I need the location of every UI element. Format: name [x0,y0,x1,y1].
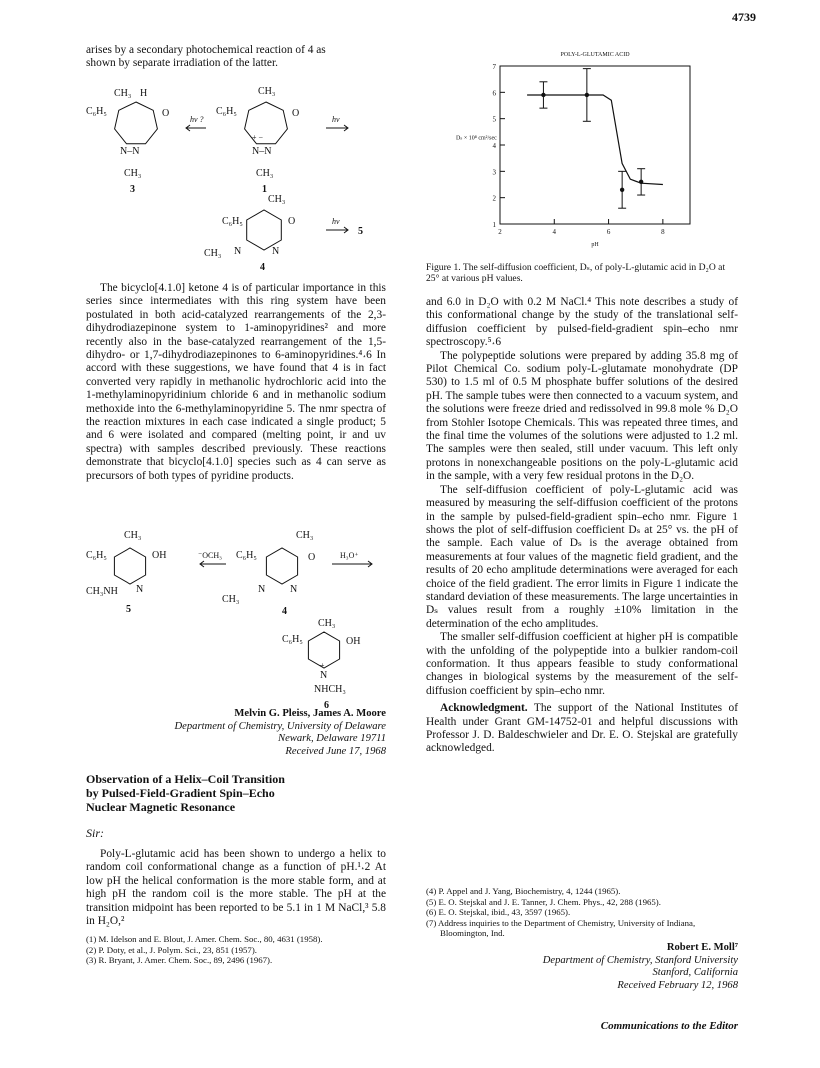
x-tick-label-8: 8 [661,228,665,236]
scheme-1 [86,84,406,273]
label-hydronium: H₃O⁺ [340,551,359,560]
y-tick-label-1: 1 [492,221,496,229]
footnote-7: (7) Address inquiries to the Department of Chemistry, University of Indiana, Bloomington, Ind. [426,917,696,939]
label-ch3-c: CH₃ [258,86,276,97]
data-point-3 [639,180,643,184]
paragraph-poly-l-glutamic: Poly-L-glutamic acid has been shown to undergo a helix to random coil conformational change as a function of pH.¹˔2 At low pH the helical conformation is the more stable form, and at high pH the random coil is the more stable. The pH at the transition midpoint has been reported to be 5.1 in 1 M NaCl,³ 5.8 in H₂O,² [86,848,386,928]
section-footer: Communications to the Editor [600,1020,738,1032]
label-n-d: N [258,584,266,595]
y-tick-label-4: 4 [492,142,496,150]
label-c6h5-b: C₆H₅ [216,106,237,117]
label-c6h5-d: C₆H₅ [86,550,107,561]
y-axis-label: Dₛ × 10⁸ cm²/sec [456,135,497,142]
label-nhch3: NHCH₃ [314,684,346,695]
paragraph-intro-study: and 6.0 in D₂O with 0.2 M NaCl.⁴ This note describes a study of this conformational change by the study of the translational self-diffusion coefficient by pulsed-field-gradient spin–echo nmr spectroscopy.⁵˔6 [426,296,738,349]
footnote-4: (4) P. Appel and J. Yang, Biochemistry, 4, 1244 (1965). [426,886,621,896]
right-column-text [426,296,738,756]
paragraph-acknowledgment [426,702,738,756]
paragraph-measurement: The self-diffusion coefficient of poly-L-glutamic acid was measured by measuring the self-diffusion coefficient of the protons in the sample by pulsed-field-gradient spin–echo nmr. Figure 1 shows the plot of self-diffusion coefficient Dₛ at 25° vs. the pH of the sample. Each value of Dₛ is the average obtained from measurements at four values of the magnetic field gradient, and the results of 20 echo amplitude determinations were averaged for each choice of the field gradient. The error limits in Figure 1 indicate the standard deviation of these measurements. The large uncertainties in Dₛ values result from a roughly ±10% limitation in the determination of the echo amplitudes. [426,483,738,630]
compound-5b-number: 5 [126,604,131,615]
title-line-1: Observation of a Helix–Coil Transition [86,772,285,786]
compound-4-number: 4 [260,262,265,273]
label-oh-a: OH [152,550,167,561]
left-footnotes [86,934,386,966]
ack-text: The support of the National Institutes of Health under Grant GM-14752-01 and helpful discussions with Professor J. D. Baldeschwieler and Dr. E. O. Stejskal are gratefully acknowledged. [426,702,738,755]
label-o-b: O [292,108,300,119]
label-ch3-j: CH₃ [318,618,336,629]
compound-3-number: 3 [130,184,135,195]
label-n-a: N [234,246,242,257]
left-paragraph-1 [86,282,386,483]
paragraph-bicyclo: The bicyclo[4.1.0] ketone 4 is of particular importance in this series since intermediates with this ring system have been postulated in both acid-catalyzed rearrangements of the 2,3-dihydrodiazepinone system to 1-aminopyridines² and more recently also in the base-catalyzed rearrangement of the 1,5-dihydro- or 1,7-dihydrodiazepinones to 6-aminopyridines.⁴˔6 In accord with these suggestions, we have found that 4 is in fact converted very rapidly in methanolic hydrochloric acid into the 1-methylaminopyridinium chloride 6 and in methanolic sodium methoxide into the 6-methylaminopyridine 5. The nmr spectra of the reaction mixtures in each case indicated a single product; 5 and 6 were isolated and compared (melting point, ir and uv spectra) with samples described previously. These reactions demonstrate that bicyclo[4.1.0] species such as 4 can serve as precursors of both types of pyridine products. [86,282,386,482]
label-ch3-f: CH₃ [204,248,222,259]
label-c6h5-e: C₆H₅ [236,550,257,561]
y-tick-label-3: 3 [492,168,496,177]
pyridine-5-ring [114,548,145,584]
footnote-5: (5) E. O. Stejskal and J. E. Tanner, J. Chem. Phys., 42, 288 (1965). [426,896,661,907]
x-tick-label-4: 4 [552,228,557,236]
label-n-b: N [272,246,280,257]
affil2-line-2: Stanford, California [652,967,738,979]
label-ch3-g: CH₃ [124,530,142,541]
label-ch3-b: CH₃ [124,168,142,179]
affil2-line-1: Department of Chemistry, Stanford University [542,954,738,966]
figure-caption: Figure 1. The self-diffusion coefficient, Dₛ, of poly-L-glutamic acid in D₂O at 25° at various pH values. [426,262,726,284]
intro-line-2: shown by separate irradiation of the latter. [86,57,278,70]
label-plus: + [320,661,325,670]
data-point-1 [585,93,589,97]
intro-line-1: arises by a secondary photochemical reaction of 4 as [86,44,326,56]
title-line-3: Nuclear Magnetic Resonance [86,800,236,814]
affil-line-2: Newark, Delaware 19711 [278,733,386,745]
affil2-line-3: Received February 12, 1968 [617,979,738,991]
diazepinone-3-ring [115,102,158,144]
label-ch3-a: CH₃ [114,88,132,99]
plot-frame [500,66,690,224]
bicyclo-4b-ring [266,548,297,584]
label-ch3-h: CH₃ [296,530,314,541]
product-5-number: 5 [358,226,363,237]
compound-6-number: 6 [324,700,329,711]
fit-curve [527,95,663,185]
label-ch3-e: CH₃ [268,194,286,205]
chart-title: POLY-L-GLUTAMIC ACID [560,52,630,58]
compound-1-number: 1 [262,184,267,195]
left-intro [86,44,386,71]
author-block-2 [426,942,738,992]
label-o-a: O [162,108,170,119]
y-tick-label-5: 5 [492,115,496,124]
figure-1-chart [440,48,730,262]
ack-label: Acknowledgment. [440,702,528,715]
label-ch3nh: CH₃NH [86,586,118,597]
affil-line-3: Received June 17, 1968 [285,745,386,757]
affil-line-1: Department of Chemistry, University of Delaware [174,720,386,732]
footnote-3: (3) R. Bryant, J. Amer. Chem. Soc., 89, 2496 (1967). [86,955,273,966]
y-tick-label-7: 7 [492,63,496,71]
label-n-e: N [290,584,298,595]
label-nn-b: N–N [252,146,272,157]
footnote-1: (1) M. Idelson and E. Blout, J. Amer. Chem. Soc., 80, 4631 (1958). [86,934,323,944]
label-h: H [140,88,148,99]
authors-pleiss-moore: Melvin G. Pleiss, James A. Moore [234,708,386,719]
x-axis-label: pH [591,242,599,248]
title-line-2: by Pulsed-Field-Gradient Spin–Echo [86,786,275,800]
paragraph-methods: The polypeptide solutions were prepared by adding 35.8 mg of Pilot Chemical Co. sodium poly-L-glutamate monohydrate (DP 530) to 1.5 ml of 0.5 M phosphate buffer solutions of the desired pH. The sample tubes were then connected to a vacuum system, and the solutions were freeze dried and redissolved in 99.8 mole % D₂O from Stohler Isotope Chemicals. This was repeated three times, and the final time the volumes of the solutions were adjusted to 1.2 ml. The samples were then sealed, still under vacuum. This left only protons in nonexchangeable positions on the poly-L-glutamic acid in the sample, with a very few residual protons in the D₂O. [426,349,738,483]
label-o-d: O [308,552,316,563]
left-paragraph-2 [86,848,386,928]
label-n-c: N [136,584,144,595]
label-ch3-d: CH₃ [256,168,274,179]
scheme-2 [86,530,396,710]
label-c6h5-c: C₆H₅ [222,216,243,227]
label-hv-1: hν [332,115,340,124]
article-title [86,772,386,814]
data-point-0 [541,93,545,97]
y-tick-label-6: 6 [492,89,496,98]
data-point-2 [620,188,624,192]
label-ch3-i: CH₃ [222,594,240,605]
page-number: 4739 [732,10,756,24]
y-tick-label-2: 2 [492,194,496,203]
paragraph-conclusion: The smaller self-diffusion coefficient at higher pH is compatible with the unfolding of the polypeptide into a bulkier random-coil conformation. It thus appears feasible to study conformational changes in biological systems by the measurement of the self-diffusion coefficient by spin–echo nmr. [426,631,738,697]
label-oh-b: OH [346,636,361,647]
compound-4b-number: 4 [282,606,287,617]
label-c6h5-a: C₆H₅ [86,106,107,117]
label-hv-2: hν [332,217,340,226]
label-n-f: N [320,670,328,681]
footnote-6: (6) E. O. Stejskal, ibid., 43, 3597 (1965). [426,907,571,918]
label-methoxide: ⁻OCH₃ [198,551,222,560]
bicyclo-4-ring [247,210,282,250]
label-charges: + − [252,133,264,142]
salutation: Sir: [86,826,104,840]
label-hv-question: hν ? [190,115,204,124]
label-c6h5-f: C₆H₅ [282,634,303,645]
footnote-2: (2) P. Doty, et al., J. Polym. Sci., 23, 851 (1957). [86,944,257,955]
x-tick-label-6: 6 [606,228,611,236]
author-moll: Robert E. Moll⁷ [666,942,738,953]
label-nn-a: N–N [120,146,140,157]
author-block-1 [86,708,386,758]
x-tick-label-2: 2 [498,228,502,236]
right-footnotes [426,886,738,939]
label-o-c: O [288,216,296,227]
